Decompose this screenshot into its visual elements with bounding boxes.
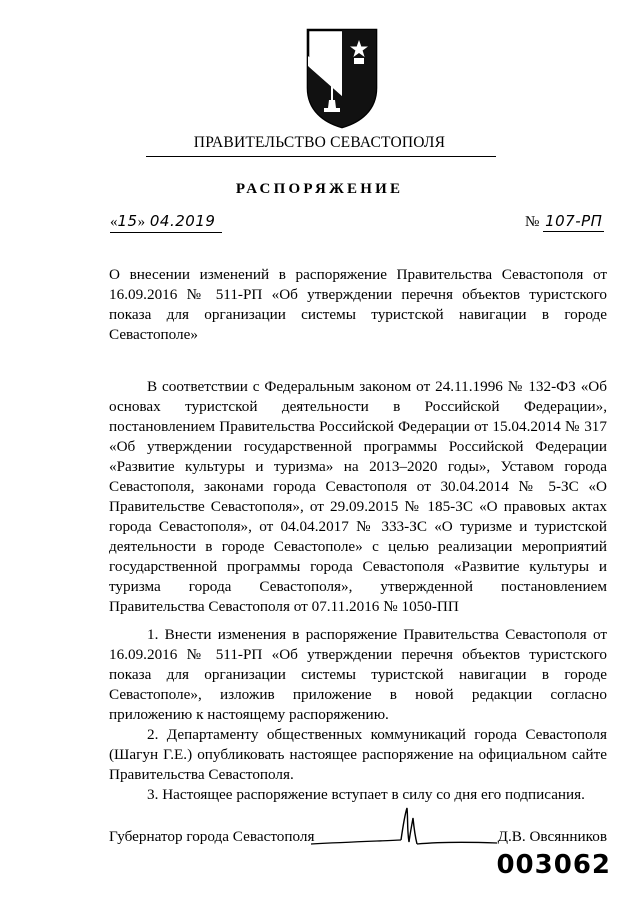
order-items	[109, 625, 607, 805]
document-subject: О внесении изменений в распоряжение Правительства Севастополя от 16.09.2016 № 511-РП «Об утверждении перечня объектов туристского показа для организации системы туристской навигации в городе Севастополе»	[109, 266, 607, 343]
document-type: РАСПОРЯЖЕНИЕ	[235, 181, 404, 197]
number-label: №	[525, 214, 540, 230]
order-item: 1. Внести изменения в распоряжение Правительства Севастополя от 16.09.2016 № 511-РП «Об утверждении перечня объектов туристского показа для организации системы туристской навигации в городе Севастополе», изложив приложение в новой редакции согласно приложению к настоящему распоряжению.	[109, 626, 607, 723]
order-item: 3. Настоящее распоряжение вступает в силу со дня его подписания.	[147, 786, 585, 803]
signatory-title: Губернатор города Севастополя	[109, 828, 315, 845]
date-month-year: 04.2019	[149, 212, 216, 230]
signatory-name: Д.В. Овсянников	[497, 828, 607, 845]
header-divider	[146, 156, 496, 157]
date-day: 15	[117, 212, 138, 230]
document-number	[525, 212, 603, 231]
document-date	[110, 212, 222, 233]
date-open-quote: «	[110, 214, 118, 230]
date-close-quote: »	[137, 214, 146, 230]
order-item: 2. Департаменту общественных коммуникаций города Севастополя (Шагун Г.Е.) опубликовать настоящее распоряжение на официальном сайте Правительства Севастополя.	[109, 726, 607, 783]
document-preamble: В соответствии с Федеральным законом от 24.11.1996 № 132-ФЗ «Об основах туристской деятельности в Российской Федерации», постановлением Правительства Российской Федерации от 15.04.2014 № 317 «Об утверждении государственной программы Российской Федерации «Развитие культуры и туризма» на 2013–2020 годы», Уставом города Севастополя, законами города Севастополя от 30.04.2014 № 5-ЗС «О Правительстве Севастополя», от 29.09.2015 № 185-ЗС «О правовых актах города Севастополя», от 04.04.2017 № 333-ЗС «О туризме и туристской деятельности в городе Севастополе» с целью реализации мероприятий государственной программы города Севастополя «Развитие культуры и туризма города Севастополя», утвержденной постановлением Правительства Севастополя от 07.11.2016 № 1050-ПП	[109, 378, 607, 615]
sevastopol-coat-of-arms-icon	[302, 26, 382, 130]
organization-title: ПРАВИТЕЛЬСТВО СЕВАСТОПОЛЯ	[193, 134, 446, 151]
handwritten-signature-icon	[309, 806, 499, 856]
number-value: 107-РП	[545, 212, 603, 230]
serial-number: 003062	[496, 850, 611, 880]
